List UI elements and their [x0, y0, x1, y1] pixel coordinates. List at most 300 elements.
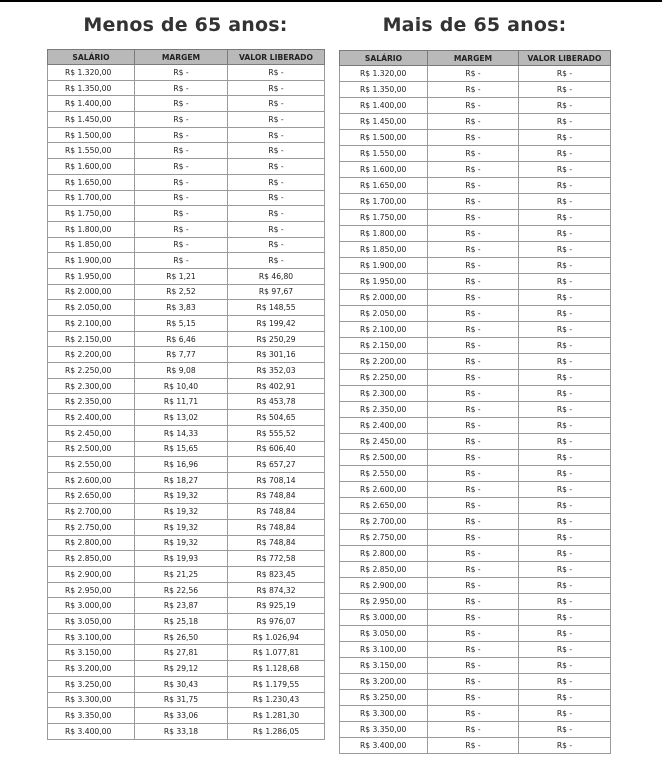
- cell-margem: R$ 22,56: [135, 582, 228, 598]
- cell-margem: R$ -: [428, 354, 519, 370]
- cell-valor-liberado: R$ -: [519, 274, 611, 290]
- cell-salario: R$ 1.600,00: [48, 159, 135, 175]
- table-row: [48, 457, 325, 473]
- cell-margem: R$ 33,06: [135, 708, 228, 724]
- cell-margem: R$ 33,18: [135, 723, 228, 739]
- cell-salario: R$ 1.450,00: [340, 114, 428, 130]
- cell-margem: R$ -: [428, 306, 519, 322]
- table-row: [48, 598, 325, 614]
- header-valor-liberado: VALOR LIBERADO: [519, 51, 611, 66]
- cell-valor-liberado: R$ 1.286,05: [228, 723, 325, 739]
- cell-salario: R$ 2.200,00: [48, 347, 135, 363]
- cell-salario: R$ 3.100,00: [340, 642, 428, 658]
- cell-salario: R$ 2.850,00: [340, 562, 428, 578]
- cell-salario: R$ 2.900,00: [340, 578, 428, 594]
- cell-salario: R$ 1.750,00: [48, 206, 135, 222]
- cell-valor-liberado: R$ -: [519, 562, 611, 578]
- cell-margem: R$ -: [428, 546, 519, 562]
- cell-valor-liberado: R$ 1.230,43: [228, 692, 325, 708]
- table-row: [340, 722, 611, 738]
- cell-margem: R$ 11,71: [135, 394, 228, 410]
- cell-salario: R$ 1.550,00: [340, 146, 428, 162]
- cell-margem: R$ -: [428, 690, 519, 706]
- cell-margem: R$ 19,32: [135, 519, 228, 535]
- cell-margem: R$ -: [135, 190, 228, 206]
- cell-margem: R$ -: [428, 610, 519, 626]
- cell-margem: R$ 3,83: [135, 300, 228, 316]
- cell-valor-liberado: R$ -: [519, 370, 611, 386]
- table-row: [48, 316, 325, 332]
- cell-valor-liberado: R$ 199,42: [228, 316, 325, 332]
- cell-margem: R$ 18,27: [135, 472, 228, 488]
- cell-margem: R$ 13,02: [135, 410, 228, 426]
- table-row: [48, 567, 325, 583]
- cell-valor-liberado: R$ -: [228, 159, 325, 175]
- cell-valor-liberado: R$ 976,07: [228, 614, 325, 630]
- cell-salario: R$ 1.700,00: [340, 194, 428, 210]
- cell-valor-liberado: R$ -: [519, 498, 611, 514]
- cell-margem: R$ -: [428, 338, 519, 354]
- cell-margem: R$ -: [428, 530, 519, 546]
- cell-margem: R$ 7,77: [135, 347, 228, 363]
- cell-valor-liberado: R$ 657,27: [228, 457, 325, 473]
- table-header-row: [340, 51, 611, 66]
- cell-margem: R$ 29,12: [135, 661, 228, 677]
- cell-salario: R$ 3.000,00: [48, 598, 135, 614]
- cell-salario: R$ 1.650,00: [340, 178, 428, 194]
- table-row: [340, 466, 611, 482]
- section-title-under-65: Menos de 65 anos:: [83, 14, 288, 36]
- cell-valor-liberado: R$ -: [519, 82, 611, 98]
- table-row: [340, 210, 611, 226]
- cell-valor-liberado: R$ 1.077,81: [228, 645, 325, 661]
- cell-salario: R$ 2.250,00: [48, 363, 135, 379]
- table-row: [340, 706, 611, 722]
- table-row: [48, 504, 325, 520]
- cell-valor-liberado: R$ -: [519, 482, 611, 498]
- cell-salario: R$ 3.250,00: [340, 690, 428, 706]
- cell-valor-liberado: R$ 772,58: [228, 551, 325, 567]
- cell-margem: R$ -: [428, 290, 519, 306]
- cell-salario: R$ 1.900,00: [48, 253, 135, 269]
- cell-salario: R$ 2.700,00: [340, 514, 428, 530]
- table-row: [340, 450, 611, 466]
- header-valor-liberado: VALOR LIBERADO: [228, 50, 325, 65]
- cell-valor-liberado: R$ 823,45: [228, 567, 325, 583]
- cell-salario: R$ 2.250,00: [340, 370, 428, 386]
- cell-salario: R$ 2.550,00: [48, 457, 135, 473]
- cell-valor-liberado: R$ -: [519, 386, 611, 402]
- table-row: [48, 112, 325, 128]
- table-row: [340, 690, 611, 706]
- cell-margem: R$ 19,32: [135, 504, 228, 520]
- cell-salario: R$ 1.320,00: [48, 65, 135, 81]
- table-row: [48, 206, 325, 222]
- cell-margem: R$ -: [135, 206, 228, 222]
- cell-salario: R$ 1.320,00: [340, 66, 428, 82]
- table-row: [340, 194, 611, 210]
- cell-salario: R$ 2.850,00: [48, 551, 135, 567]
- table-under-65: [47, 49, 325, 740]
- cell-salario: R$ 3.300,00: [340, 706, 428, 722]
- cell-salario: R$ 1.450,00: [48, 112, 135, 128]
- cell-salario: R$ 1.500,00: [48, 127, 135, 143]
- cell-salario: R$ 1.700,00: [48, 190, 135, 206]
- cell-margem: R$ -: [135, 96, 228, 112]
- table-header-row: [48, 50, 325, 65]
- cell-valor-liberado: R$ -: [228, 206, 325, 222]
- cell-margem: R$ 1,21: [135, 268, 228, 284]
- cell-valor-liberado: R$ -: [228, 127, 325, 143]
- cell-valor-liberado: R$ -: [519, 130, 611, 146]
- table-row: [48, 441, 325, 457]
- cell-salario: R$ 1.950,00: [48, 268, 135, 284]
- cell-margem: R$ -: [135, 237, 228, 253]
- cell-valor-liberado: R$ -: [519, 610, 611, 626]
- table-row: [340, 674, 611, 690]
- table-row: [340, 338, 611, 354]
- cell-margem: R$ -: [428, 322, 519, 338]
- cell-salario: R$ 2.450,00: [340, 434, 428, 450]
- table-row: [340, 322, 611, 338]
- cell-margem: R$ -: [135, 143, 228, 159]
- cell-valor-liberado: R$ 1.281,30: [228, 708, 325, 724]
- cell-valor-liberado: R$ -: [228, 237, 325, 253]
- cell-margem: R$ 9,08: [135, 363, 228, 379]
- cell-valor-liberado: R$ 352,03: [228, 363, 325, 379]
- cell-salario: R$ 2.550,00: [340, 466, 428, 482]
- table-row: [48, 661, 325, 677]
- cell-valor-liberado: R$ -: [519, 594, 611, 610]
- cell-margem: R$ -: [135, 65, 228, 81]
- cell-margem: R$ 10,40: [135, 378, 228, 394]
- cell-valor-liberado: R$ -: [519, 658, 611, 674]
- cell-valor-liberado: R$ -: [519, 434, 611, 450]
- cell-margem: R$ -: [428, 450, 519, 466]
- cell-margem: R$ -: [428, 402, 519, 418]
- cell-salario: R$ 1.800,00: [340, 226, 428, 242]
- cell-valor-liberado: R$ -: [519, 706, 611, 722]
- cell-margem: R$ -: [428, 578, 519, 594]
- cell-valor-liberado: R$ -: [519, 290, 611, 306]
- cell-valor-liberado: R$ -: [228, 96, 325, 112]
- cell-valor-liberado: R$ -: [519, 210, 611, 226]
- cell-valor-liberado: R$ -: [228, 221, 325, 237]
- cell-salario: R$ 2.950,00: [48, 582, 135, 598]
- table-row: [340, 114, 611, 130]
- cell-valor-liberado: R$ -: [519, 690, 611, 706]
- cell-margem: R$ -: [428, 114, 519, 130]
- cell-margem: R$ -: [428, 194, 519, 210]
- cell-salario: R$ 1.550,00: [48, 143, 135, 159]
- cell-margem: R$ -: [428, 642, 519, 658]
- cell-valor-liberado: R$ -: [519, 418, 611, 434]
- cell-valor-liberado: R$ -: [228, 143, 325, 159]
- cell-valor-liberado: R$ 46,80: [228, 268, 325, 284]
- cell-salario: R$ 3.300,00: [48, 692, 135, 708]
- cell-salario: R$ 1.650,00: [48, 174, 135, 190]
- cell-margem: R$ 16,96: [135, 457, 228, 473]
- cell-valor-liberado: R$ 748,84: [228, 519, 325, 535]
- cell-valor-liberado: R$ -: [228, 80, 325, 96]
- table-row: [340, 434, 611, 450]
- cell-valor-liberado: R$ -: [519, 226, 611, 242]
- cell-salario: R$ 1.400,00: [340, 98, 428, 114]
- cell-valor-liberado: R$ -: [519, 546, 611, 562]
- cell-salario: R$ 1.600,00: [340, 162, 428, 178]
- cell-margem: R$ -: [428, 274, 519, 290]
- table-row: [48, 174, 325, 190]
- cell-valor-liberado: R$ -: [519, 354, 611, 370]
- table-row: [340, 562, 611, 578]
- header-salario: SALÁRIO: [340, 51, 428, 66]
- cell-margem: R$ -: [428, 466, 519, 482]
- cell-valor-liberado: R$ -: [519, 578, 611, 594]
- cell-valor-liberado: R$ -: [519, 162, 611, 178]
- cell-valor-liberado: R$ 555,52: [228, 425, 325, 441]
- cell-salario: R$ 2.350,00: [48, 394, 135, 410]
- cell-margem: R$ -: [428, 706, 519, 722]
- cell-valor-liberado: R$ 748,84: [228, 504, 325, 520]
- cell-valor-liberado: R$ -: [228, 253, 325, 269]
- cell-margem: R$ -: [135, 253, 228, 269]
- table-row: [48, 394, 325, 410]
- table-row: [340, 594, 611, 610]
- table-row: [340, 66, 611, 82]
- cell-salario: R$ 1.950,00: [340, 274, 428, 290]
- cell-salario: R$ 2.900,00: [48, 567, 135, 583]
- table-row: [340, 354, 611, 370]
- cell-salario: R$ 3.400,00: [48, 723, 135, 739]
- cell-margem: R$ 31,75: [135, 692, 228, 708]
- cell-salario: R$ 2.800,00: [340, 546, 428, 562]
- cell-salario: R$ 3.250,00: [48, 676, 135, 692]
- cell-salario: R$ 2.950,00: [340, 594, 428, 610]
- table-row: [48, 692, 325, 708]
- cell-margem: R$ -: [428, 658, 519, 674]
- cell-salario: R$ 1.850,00: [340, 242, 428, 258]
- table-row: [48, 708, 325, 724]
- cell-margem: R$ -: [428, 434, 519, 450]
- cell-valor-liberado: R$ -: [228, 112, 325, 128]
- cell-salario: R$ 2.000,00: [340, 290, 428, 306]
- table-row: [48, 582, 325, 598]
- cell-salario: R$ 1.900,00: [340, 258, 428, 274]
- cell-valor-liberado: R$ 97,67: [228, 284, 325, 300]
- cell-valor-liberado: R$ -: [519, 242, 611, 258]
- cell-valor-liberado: R$ 504,65: [228, 410, 325, 426]
- cell-margem: R$ -: [428, 258, 519, 274]
- cell-margem: R$ -: [428, 722, 519, 738]
- cell-margem: R$ -: [428, 386, 519, 402]
- table-row: [48, 284, 325, 300]
- cell-salario: R$ 3.350,00: [340, 722, 428, 738]
- cell-valor-liberado: R$ -: [519, 338, 611, 354]
- table-row: [48, 629, 325, 645]
- table-row: [340, 290, 611, 306]
- cell-salario: R$ 2.050,00: [340, 306, 428, 322]
- table-body-over-65: [340, 66, 611, 754]
- cell-salario: R$ 2.150,00: [340, 338, 428, 354]
- cell-salario: R$ 1.800,00: [48, 221, 135, 237]
- cell-valor-liberado: R$ 301,16: [228, 347, 325, 363]
- cell-valor-liberado: R$ 148,55: [228, 300, 325, 316]
- table-over-65: [339, 50, 611, 754]
- cell-valor-liberado: R$ -: [519, 66, 611, 82]
- cell-valor-liberado: R$ -: [519, 322, 611, 338]
- table-row: [48, 676, 325, 692]
- cell-valor-liberado: R$ 453,78: [228, 394, 325, 410]
- table-row: [48, 472, 325, 488]
- table-row: [48, 378, 325, 394]
- cell-salario: R$ 2.650,00: [48, 488, 135, 504]
- table-row: [48, 723, 325, 739]
- cell-margem: R$ 15,65: [135, 441, 228, 457]
- cell-salario: R$ 2.650,00: [340, 498, 428, 514]
- cell-margem: R$ -: [428, 514, 519, 530]
- table-row: [48, 80, 325, 96]
- cell-margem: R$ -: [428, 66, 519, 82]
- cell-salario: R$ 3.000,00: [340, 610, 428, 626]
- table-row: [340, 274, 611, 290]
- cell-salario: R$ 2.600,00: [340, 482, 428, 498]
- cell-salario: R$ 2.400,00: [340, 418, 428, 434]
- table-row: [340, 546, 611, 562]
- cell-margem: R$ 19,32: [135, 488, 228, 504]
- cell-valor-liberado: R$ 1.128,68: [228, 661, 325, 677]
- cell-salario: R$ 2.300,00: [340, 386, 428, 402]
- cell-salario: R$ 1.500,00: [340, 130, 428, 146]
- table-row: [48, 268, 325, 284]
- cell-salario: R$ 2.100,00: [340, 322, 428, 338]
- cell-salario: R$ 3.050,00: [340, 626, 428, 642]
- cell-salario: R$ 3.150,00: [48, 645, 135, 661]
- cell-salario: R$ 3.200,00: [48, 661, 135, 677]
- cell-salario: R$ 3.150,00: [340, 658, 428, 674]
- cell-valor-liberado: R$ -: [519, 306, 611, 322]
- table-row: [48, 645, 325, 661]
- cell-salario: R$ 3.400,00: [340, 738, 428, 754]
- cell-valor-liberado: R$ 250,29: [228, 331, 325, 347]
- cell-margem: R$ 6,46: [135, 331, 228, 347]
- table-row: [48, 159, 325, 175]
- table-row: [340, 306, 611, 322]
- cell-valor-liberado: R$ 708,14: [228, 472, 325, 488]
- table-row: [48, 127, 325, 143]
- cell-margem: R$ 21,25: [135, 567, 228, 583]
- cell-margem: R$ -: [428, 626, 519, 642]
- cell-salario: R$ 2.750,00: [340, 530, 428, 546]
- cell-margem: R$ -: [428, 498, 519, 514]
- cell-salario: R$ 1.350,00: [340, 82, 428, 98]
- table-row: [340, 498, 611, 514]
- cell-salario: R$ 2.400,00: [48, 410, 135, 426]
- table-row: [48, 300, 325, 316]
- table-row: [48, 331, 325, 347]
- cell-salario: R$ 2.050,00: [48, 300, 135, 316]
- cell-margem: R$ -: [135, 80, 228, 96]
- cell-valor-liberado: R$ 748,84: [228, 535, 325, 551]
- table-row: [48, 551, 325, 567]
- cell-salario: R$ 2.350,00: [340, 402, 428, 418]
- cell-margem: R$ -: [428, 482, 519, 498]
- cell-margem: R$ -: [428, 418, 519, 434]
- cell-valor-liberado: R$ -: [519, 450, 611, 466]
- table-row: [340, 530, 611, 546]
- cell-margem: R$ 19,32: [135, 535, 228, 551]
- cell-salario: R$ 2.600,00: [48, 472, 135, 488]
- cell-valor-liberado: R$ -: [519, 626, 611, 642]
- cell-salario: R$ 2.150,00: [48, 331, 135, 347]
- cell-salario: R$ 2.500,00: [48, 441, 135, 457]
- cell-margem: R$ -: [428, 594, 519, 610]
- cell-valor-liberado: R$ -: [519, 114, 611, 130]
- cell-salario: R$ 1.750,00: [340, 210, 428, 226]
- cell-valor-liberado: R$ 606,40: [228, 441, 325, 457]
- cell-margem: R$ 23,87: [135, 598, 228, 614]
- cell-margem: R$ 5,15: [135, 316, 228, 332]
- cell-margem: R$ -: [428, 738, 519, 754]
- table-row: [340, 738, 611, 754]
- table-row: [48, 253, 325, 269]
- cell-valor-liberado: R$ 1.179,55: [228, 676, 325, 692]
- table-row: [48, 410, 325, 426]
- table-row: [48, 65, 325, 81]
- cell-margem: R$ -: [135, 112, 228, 128]
- cell-margem: R$ -: [428, 82, 519, 98]
- table-row: [340, 514, 611, 530]
- cell-margem: R$ 2,52: [135, 284, 228, 300]
- table-row: [340, 626, 611, 642]
- table-row: [340, 482, 611, 498]
- table-row: [340, 226, 611, 242]
- table-row: [340, 402, 611, 418]
- cell-salario: R$ 2.300,00: [48, 378, 135, 394]
- table-row: [340, 386, 611, 402]
- cell-salario: R$ 1.850,00: [48, 237, 135, 253]
- table-row: [340, 418, 611, 434]
- table-row: [340, 146, 611, 162]
- cell-margem: R$ -: [428, 178, 519, 194]
- cell-valor-liberado: R$ 1.026,94: [228, 629, 325, 645]
- cell-salario: R$ 3.050,00: [48, 614, 135, 630]
- cell-salario: R$ 1.350,00: [48, 80, 135, 96]
- table-row: [48, 425, 325, 441]
- cell-salario: R$ 1.400,00: [48, 96, 135, 112]
- table-row: [340, 130, 611, 146]
- cell-salario: R$ 2.700,00: [48, 504, 135, 520]
- cell-margem: R$ -: [135, 159, 228, 175]
- cell-valor-liberado: R$ -: [519, 146, 611, 162]
- cell-valor-liberado: R$ -: [519, 466, 611, 482]
- cell-valor-liberado: R$ -: [228, 65, 325, 81]
- cell-valor-liberado: R$ -: [519, 530, 611, 546]
- cell-margem: R$ 19,93: [135, 551, 228, 567]
- cell-valor-liberado: R$ -: [519, 402, 611, 418]
- cell-margem: R$ -: [428, 226, 519, 242]
- cell-valor-liberado: R$ -: [519, 674, 611, 690]
- cell-salario: R$ 3.100,00: [48, 629, 135, 645]
- table-row: [48, 614, 325, 630]
- cell-valor-liberado: R$ -: [228, 190, 325, 206]
- table-row: [48, 519, 325, 535]
- cell-salario: R$ 2.200,00: [340, 354, 428, 370]
- table-row: [48, 143, 325, 159]
- table-row: [48, 221, 325, 237]
- cell-salario: R$ 3.350,00: [48, 708, 135, 724]
- table-row: [340, 578, 611, 594]
- cell-salario: R$ 2.450,00: [48, 425, 135, 441]
